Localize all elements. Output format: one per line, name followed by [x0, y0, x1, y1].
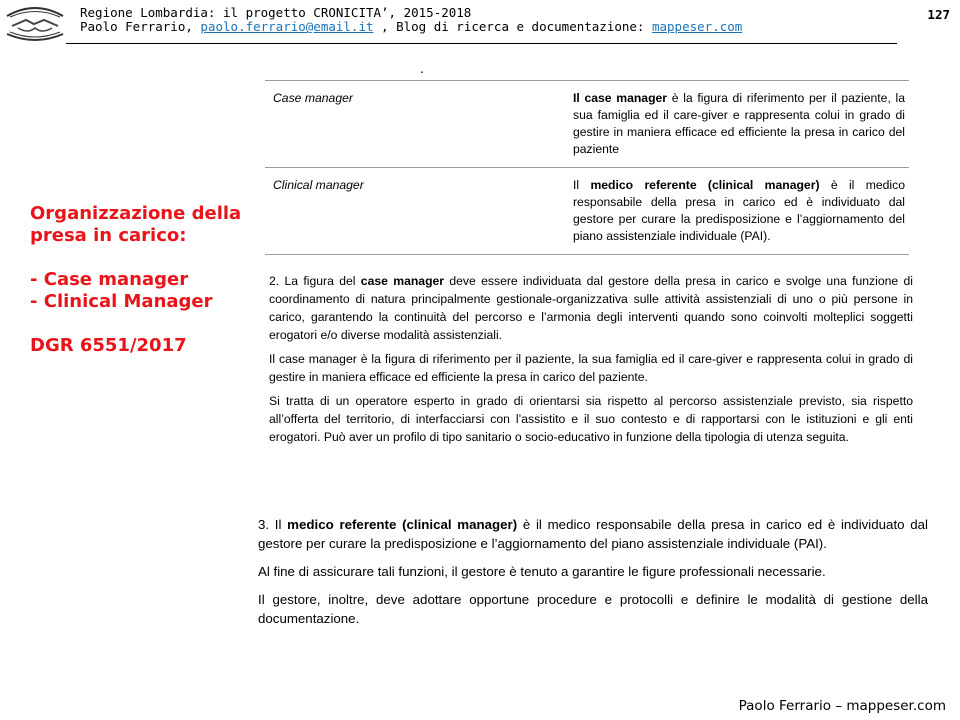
handshake-logo-icon	[4, 4, 66, 42]
page-number: 127	[927, 7, 950, 22]
paragraph: Si tratta di un operatore esperto in grado di orientarsi sia rispetto al percorso assistenziale previsto, sia rispetto all’offerta del territorio, di interfacciarsi con l’assistito e il suo contesto e di rapportarsi con le istituzioni e gli enti erogatori. Può aver un profilo di tipo sanitario o socio-educativo in funzione della tipologia di utenza seguita.	[269, 394, 913, 444]
title-line-1: Organizzazione della	[30, 203, 242, 224]
dgr-reference: DGR 6551/2017	[30, 335, 187, 356]
role-description-text: è il medico responsabile della presa in carico ed è individuato dal gestore per curare la predisposizione e l’aggiornamento del piano assistenziale individuale (PAI).	[573, 178, 906, 243]
role-description	[565, 168, 909, 255]
paragraph: Il case manager è la figura di riferimento per il paziente, la sua famiglia ed il care-giver e rappresenta colui in grado di gestire in maniera efficace ed efficiente la presa in carico del paziente.	[269, 352, 913, 384]
paragraph-text: è il medico responsabile della presa in carico ed è individuato dal gestore per curare la predisposizione e l’aggiornamento del piano assistenziale individuale (PAI).	[258, 517, 928, 551]
paragraph-bold: medico referente (clinical manager)	[287, 517, 518, 532]
paragraph-text: deve essere individuata dal gestore della presa in carico e svolge una funzione di coordinamento di natura principalmente gestionale-organizzativa sulle attività assistenziali di uno o più persone in carico, garantendo la continuità del percorso e l’armonia degli interventi quando sono coinvolti molteplici soggetti erogatori e/o diverse modalità assistenziali.	[269, 274, 913, 342]
header-blog-label: , Blog di ricerca e documentazione:	[381, 19, 645, 34]
role-description-bold: Il case manager	[573, 91, 668, 105]
header-title: Regione Lombardia: il progetto CRONICITA’, 2015-2018	[80, 5, 472, 20]
paragraph-prefix: 2. La figura del	[269, 274, 361, 288]
page-footer: Paolo Ferrario – mappeser.com	[738, 698, 946, 714]
header-divider	[66, 43, 897, 44]
role-description-bold: medico referente (clinical manager)	[590, 178, 820, 192]
paragraph-bold: case manager	[360, 274, 445, 288]
email-link[interactable]: paolo.ferrario@email.it	[200, 19, 374, 34]
title-line-2: presa in carico:	[30, 225, 187, 246]
list-item-clinical-manager: - Clinical Manager	[30, 291, 213, 312]
blog-link[interactable]: mappeser.com	[651, 19, 743, 34]
role-name: Clinical manager	[273, 178, 364, 192]
table-row	[265, 81, 909, 168]
stray-dot: .	[420, 60, 424, 76]
paragraph	[258, 515, 928, 553]
list-item-case-manager: - Case manager	[30, 269, 189, 290]
header-author: Paolo Ferrario,	[80, 19, 193, 34]
table-row	[265, 168, 909, 255]
page-header	[80, 6, 742, 34]
paragraph-prefix: 3. Il	[258, 517, 288, 532]
roles-table	[265, 80, 909, 255]
role-description	[565, 81, 909, 168]
role-description-prefix: Il	[573, 178, 591, 192]
role-name: Case manager	[273, 91, 353, 105]
role-description-text: è la figura di riferimento per il paziente, la sua famiglia ed il care-giver e rappresenta colui in grado di gestire in maniera efficace ed efficiente la presa in carico del paziente	[573, 91, 905, 156]
clinical-manager-excerpt	[258, 515, 928, 637]
paragraph: Al fine di assicurare tali funzioni, il gestore è tenuto a garantire le figure professionali necessarie.	[258, 564, 826, 579]
slide-title	[30, 203, 255, 357]
case-manager-excerpt	[269, 272, 913, 452]
header-author-line	[80, 20, 742, 34]
paragraph: Il gestore, inoltre, deve adottare opportune procedure e protocolli e definire le modalità di gestione della documentazione.	[258, 592, 928, 626]
paragraph	[269, 272, 913, 344]
